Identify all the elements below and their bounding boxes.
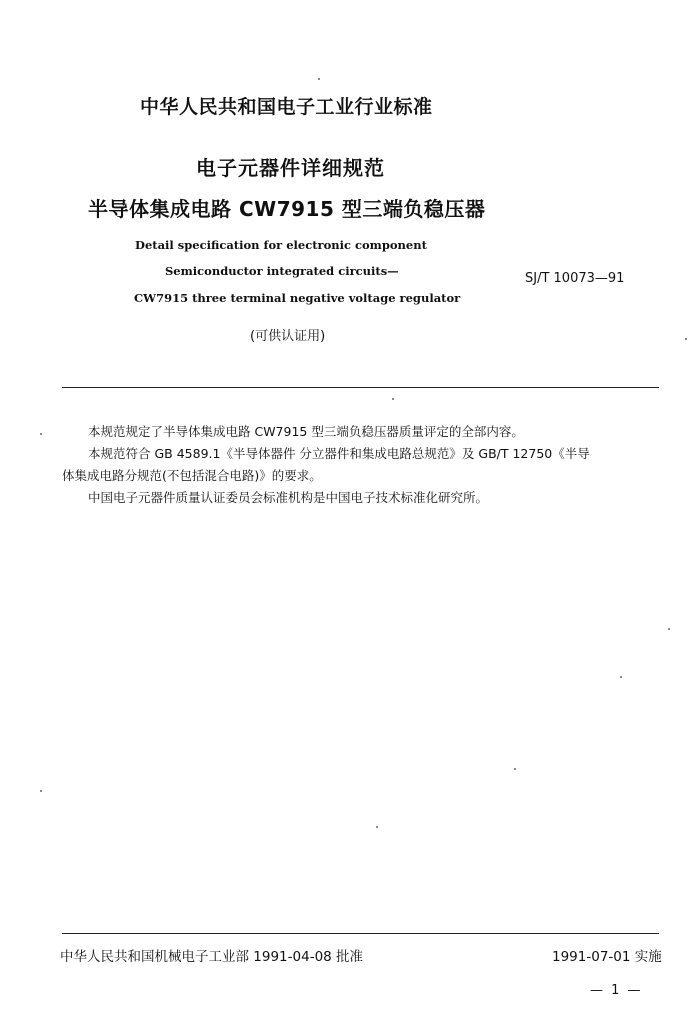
title-cn-line1: 电子元器件详细规范 <box>196 156 385 180</box>
body-paragraph-1: 本规范规定了半导体集成电路 CW7915 型三端负稳压器质量评定的全部内容。 <box>88 424 524 439</box>
issuing-authority-header: 中华人民共和国电子工业行业标准 <box>140 96 433 118</box>
title-en-line2: Semiconductor integrated circuits— <box>165 264 399 278</box>
page-number: — 1 — <box>590 983 643 998</box>
title-en-line3: CW7915 three terminal negative voltage regulator <box>134 291 461 305</box>
scan-speck <box>620 676 622 678</box>
title-en-line1: Detail specification for electronic component <box>135 238 427 252</box>
standard-number: SJ/T 10073—91 <box>525 271 625 286</box>
bottom-divider <box>62 933 659 934</box>
body-paragraph-2-line2: 体集成电路分规范(不包括混合电路)》的要求。 <box>62 468 322 483</box>
body-paragraph-3: 中国电子元器件质量认证委员会标准机构是中国电子技术标准化研究所。 <box>88 490 489 505</box>
title-cn-line2: 半导体集成电路 CW7915 型三端负稳压器 <box>88 197 486 221</box>
scan-speck <box>392 398 394 400</box>
scan-speck <box>40 433 42 435</box>
scan-speck <box>40 790 42 792</box>
usage-note: (可供认证用) <box>250 329 326 344</box>
approval-line: 中华人民共和国机械电子工业部 1991-04-08 批准 <box>60 949 364 965</box>
scan-speck <box>668 628 670 630</box>
scan-speck <box>685 338 687 340</box>
scan-speck <box>514 768 516 770</box>
body-paragraph-2-line1: 本规范符合 GB 4589.1《半导体器件 分立器件和集成电路总规范》及 GB/T 12750《半导 <box>88 446 590 461</box>
scan-speck <box>318 78 320 80</box>
top-divider <box>62 387 659 388</box>
implementation-date: 1991-07-01 实施 <box>552 949 662 965</box>
scan-speck <box>376 826 378 828</box>
